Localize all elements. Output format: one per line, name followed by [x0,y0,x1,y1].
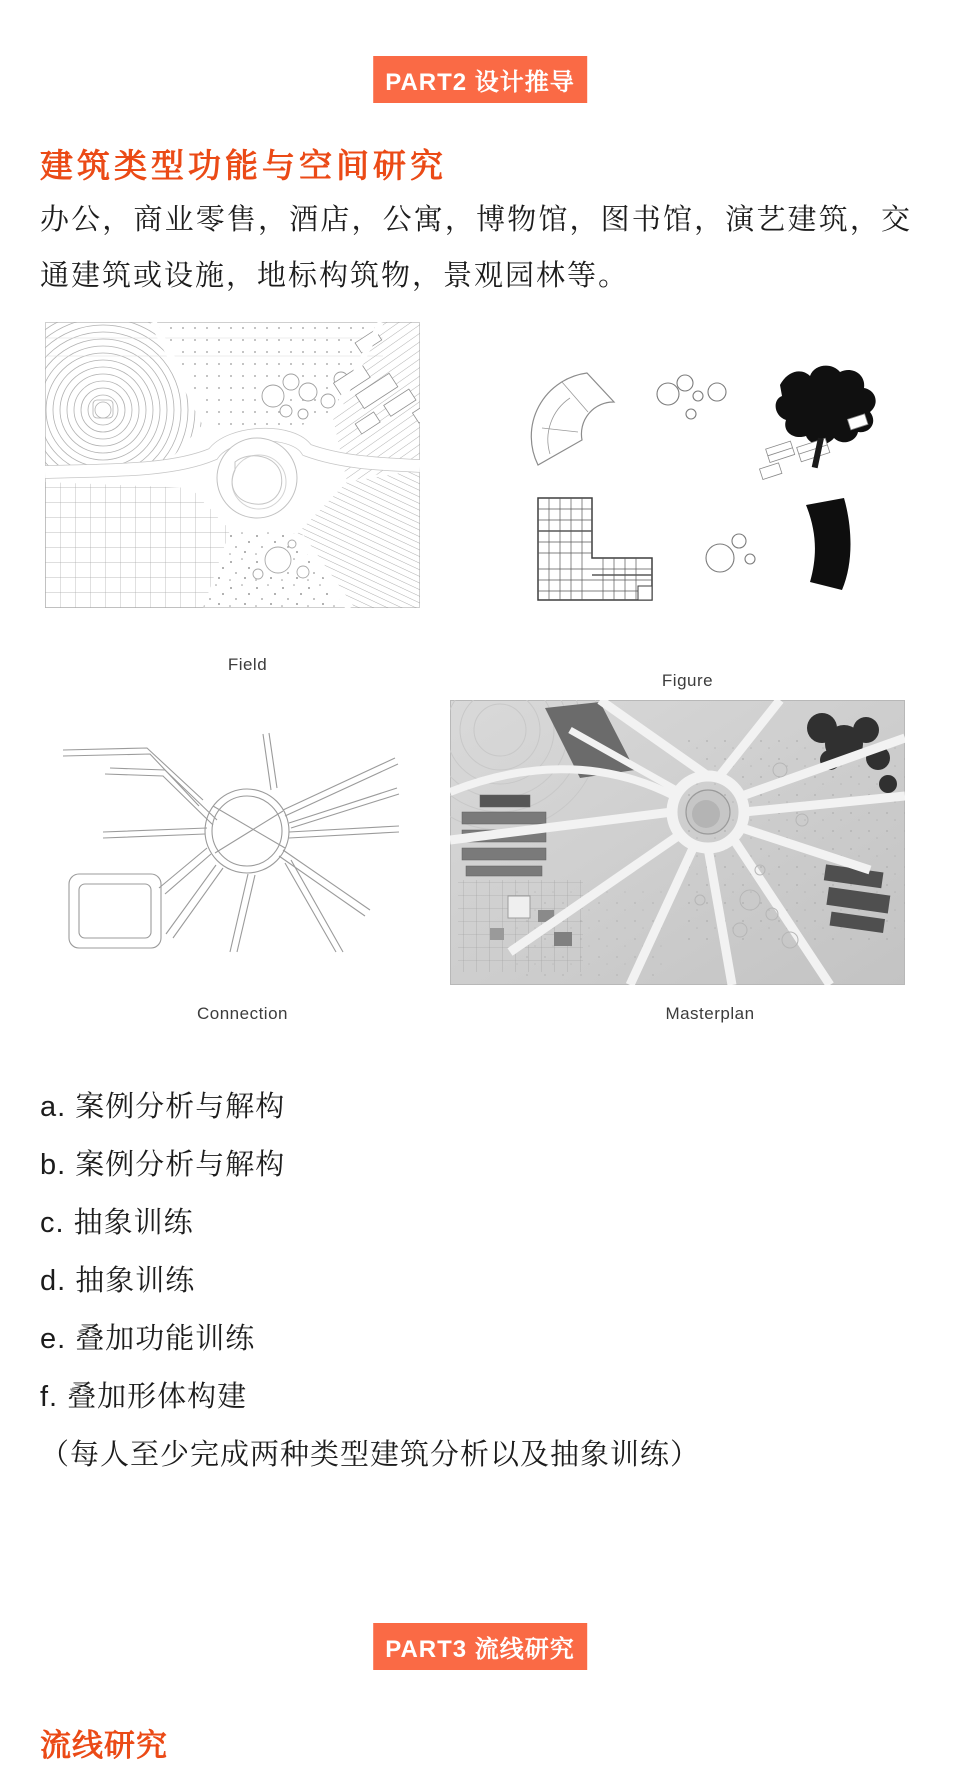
list-item: d. 抽象训练 [40,1265,196,1297]
building-types-paragraph: 办公，商业零售，酒店，公寓，博物馆，图书馆，演艺建筑，交通建筑或设施，地标构筑物，景观园林等。 [40,204,912,292]
connection-caption: Connection [196,1004,288,1023]
flow-section-heading: 流线研究 [40,1728,168,1763]
connection-diagram-drawing [55,728,400,953]
list-item: a. 案例分析与解构 [40,1091,286,1123]
part2-section-badge: PART2 设计推导 [373,56,587,103]
list-item: f. 叠加形体构建 [40,1381,248,1413]
field-plan-drawing [45,322,420,608]
masterplan-caption: Masterplan [665,1004,755,1023]
field-caption: Field [227,655,268,674]
figure-ground-image [470,340,905,625]
part3-section-badge: PART3 流线研究 [373,1623,587,1670]
figure-ground-drawing [470,340,905,625]
masterplan-image [450,700,905,985]
list-item: c. 抽象训练 [40,1207,194,1239]
figure-caption: Figure [661,671,714,690]
list-item: b. 案例分析与解构 [40,1149,286,1181]
list-item: e. 叠加功能训练 [40,1323,256,1355]
research-section-heading: 建筑类型功能与空间研究 [40,147,447,184]
list-note: （每人至少完成两种类型建筑分析以及抽象训练） [40,1439,701,1471]
training-steps-list [40,1078,700,1484]
masterplan-drawing [450,700,905,985]
connection-diagram-image [55,728,400,953]
field-plan-image [45,322,420,608]
